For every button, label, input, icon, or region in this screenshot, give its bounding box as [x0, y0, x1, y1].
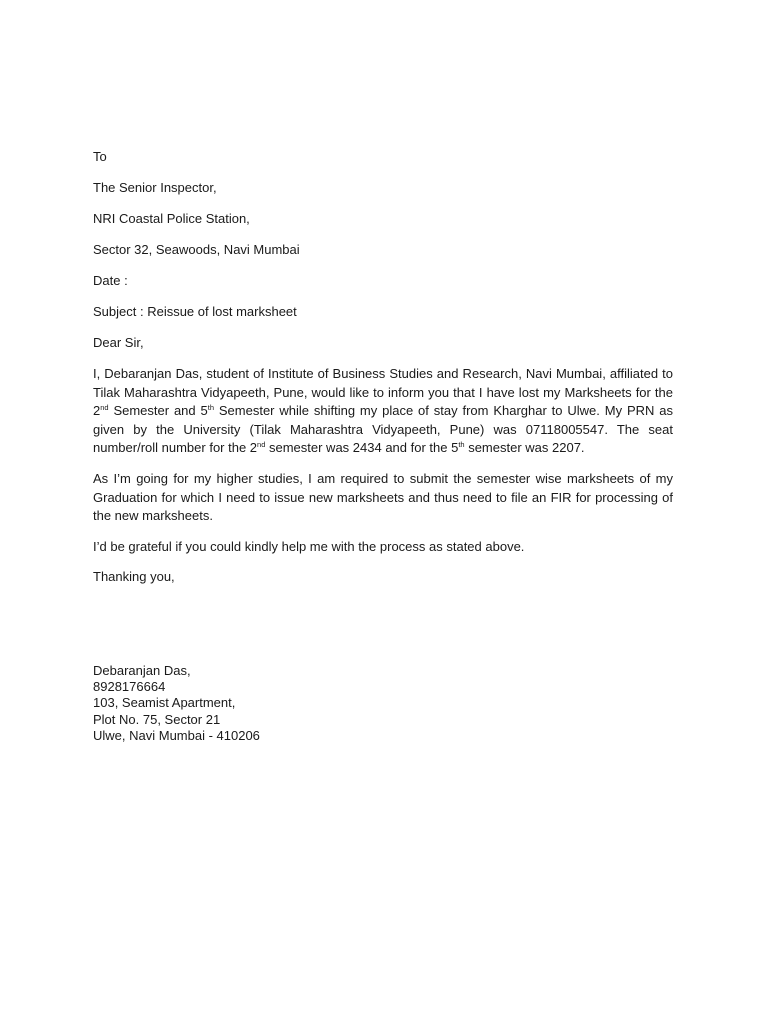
p1-text-b: Semester and 5 [108, 403, 208, 419]
p1-text-a: I, Debaranjan Das, student of Institute of Business Studies and Research, Navi Mumbai, affiliated to Tilak Maharashtra Vidyapeeth, Pune, would like to inform you that I have lost my Marksheets for the 2 [93, 366, 673, 419]
recipient-title: The Senior Inspector, [93, 180, 217, 195]
body-paragraph-2: As I’m going for my higher studies, I am required to submit the semester wise marksheets of my Graduation for which I need to issue new marksheets and thus need to file an FIR for processing of the new marksheets. [93, 470, 673, 524]
p1-superscript-2: th [207, 403, 214, 413]
to-line: To [93, 149, 107, 164]
salutation: Dear Sir, [93, 335, 144, 350]
closing: Thanking you, [93, 569, 175, 585]
signature-address-line-2: Plot No. 75, Sector 21 [93, 711, 221, 727]
signature-address-line-3: Ulwe, Navi Mumbai - 410206 [93, 727, 260, 743]
p1-superscript-3: nd [257, 440, 266, 450]
date-line: Date : [93, 273, 128, 288]
recipient-address: Sector 32, Seawoods, Navi Mumbai [93, 242, 300, 257]
signature-name: Debaranjan Das, [93, 663, 191, 678]
signature-phone: 8928176664 [93, 679, 166, 695]
letter-body [93, 148, 673, 599]
p1-text-d: semester was 2434 and for the 5 [265, 440, 459, 456]
p1-superscript-1: nd [100, 403, 109, 413]
signature-block [93, 663, 493, 744]
p1-text-e: semester was 2207. [464, 440, 585, 456]
subject-line: Subject : Reissue of lost marksheet [93, 304, 297, 319]
signature-address-line-1: 103, Seamist Apartment, [93, 695, 236, 711]
body-paragraph-3: I’d be grateful if you could kindly help me with the process as stated above. [93, 538, 525, 554]
body-paragraph-1 [93, 365, 673, 458]
p1-text-c: Semester while shifting my place of stay from Kharghar to Ulwe. My PRN as given by the University (Tilak Maharashtra Vidyapeeth, Pune) was 07118005547. The seat number/roll number for the 2 [93, 403, 673, 456]
recipient-station: NRI Coastal Police Station, [93, 211, 250, 226]
p1-superscript-4: th [458, 440, 465, 450]
